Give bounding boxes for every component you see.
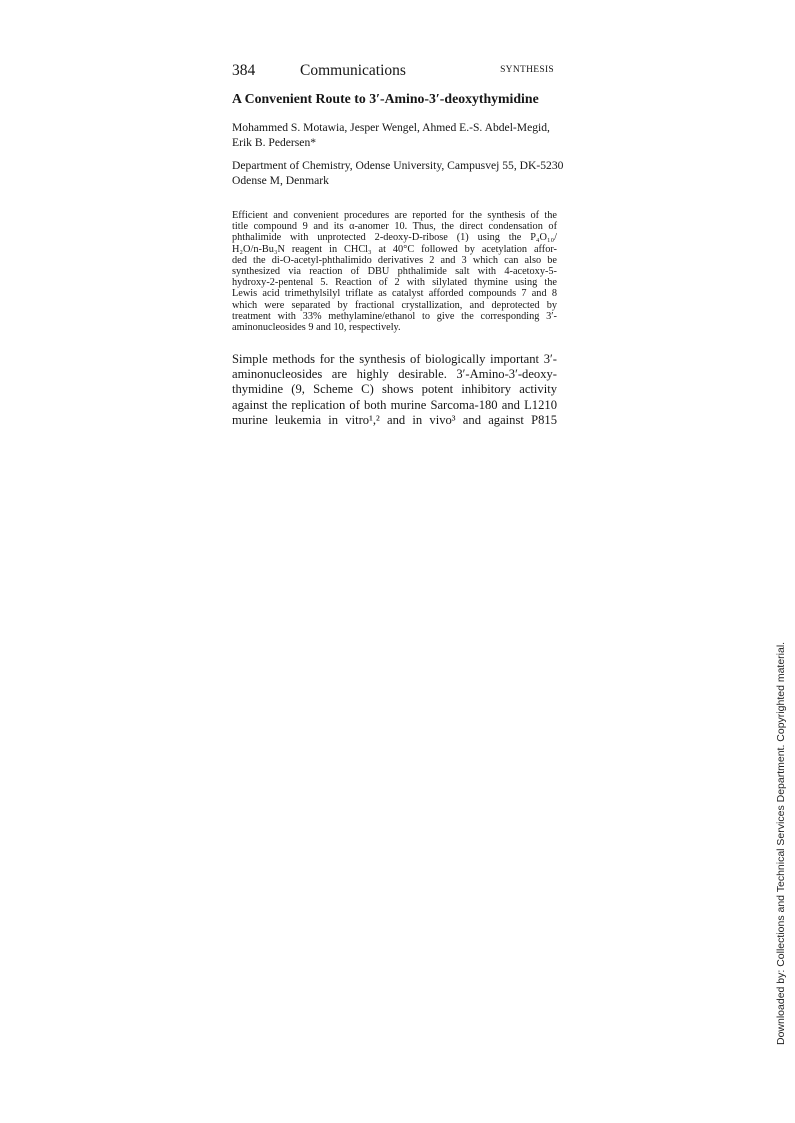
abstract-line: Efficient and convenient procedures are reported for the synthesis of the	[232, 210, 557, 221]
author-line: Mohammed S. Motawia, Jesper Wengel, Ahmed E.-S. Abdel-Megid,	[232, 121, 550, 134]
author-list	[232, 120, 572, 150]
author-line: Erik B. Pedersen*	[232, 136, 317, 149]
abstract	[232, 210, 557, 333]
affiliation	[232, 158, 572, 188]
section-name: Communications	[300, 62, 406, 79]
body-text	[232, 352, 557, 428]
abstract-line: hydroxy-2-pentenal 5. Reaction of 2 with silylated thymine using the	[232, 277, 557, 289]
abstract-line: phthalimide with unprotected 2-deoxy-D-ribose (1) using the P₄O₁₀/	[232, 232, 557, 244]
page-number: 384	[232, 62, 256, 79]
abstract-line: title compound 9 and its α-anomer 10. Thus, the direct condensation of	[232, 221, 557, 233]
watermark-text: Downloaded by: Collections and Technical Services Department. Copyrighted material.	[775, 641, 787, 1045]
running-header	[232, 62, 562, 82]
abstract-line: synthesized via reaction of DBU phthalimide salt with 4-acetoxy-5-	[232, 266, 557, 278]
body-line: against the replication of both murine Sarcoma-180 and L1210	[232, 397, 557, 412]
abstract-line: aminonucleosides 9 and 10, respectively.	[232, 322, 401, 334]
affiliation-line: Department of Chemistry, Odense University, Campusvej 55, DK-5230	[232, 159, 564, 172]
abstract-line: H₂O/n-Bu₃N reagent in CHCl₃ at 40°C followed by acetylation affor-	[232, 243, 557, 255]
body-line: murine leukemia in vitro¹,² and in vivo³ and against P815	[232, 412, 557, 427]
body-line: aminonucleosides are highly desirable. 3′-Amino-3′-deoxy-	[232, 367, 557, 382]
body-line: thymidine (9, Scheme C) shows potent inhibitory activity	[232, 382, 557, 397]
abstract-line: Lewis acid trimethylsilyl triflate as catalyst afforded compounds 7 and 8	[232, 288, 557, 300]
affiliation-line: Odense M, Denmark	[232, 174, 329, 187]
abstract-line: which were separated by fractional crystallization, and deprotected by	[232, 299, 557, 311]
journal-name: SYNTHESIS	[500, 65, 554, 75]
abstract-line: ded the di-O-acetyl-phthalimido derivatives 2 and 3 which can also be	[232, 254, 557, 266]
article-title: A Convenient Route to 3′-Amino-3′-deoxythymidine	[232, 91, 539, 106]
abstract-line: treatment with 33% methylamine/ethanol to give the corresponding 3′-	[232, 310, 557, 322]
body-line: Simple methods for the synthesis of biologically important 3′-	[232, 352, 557, 366]
